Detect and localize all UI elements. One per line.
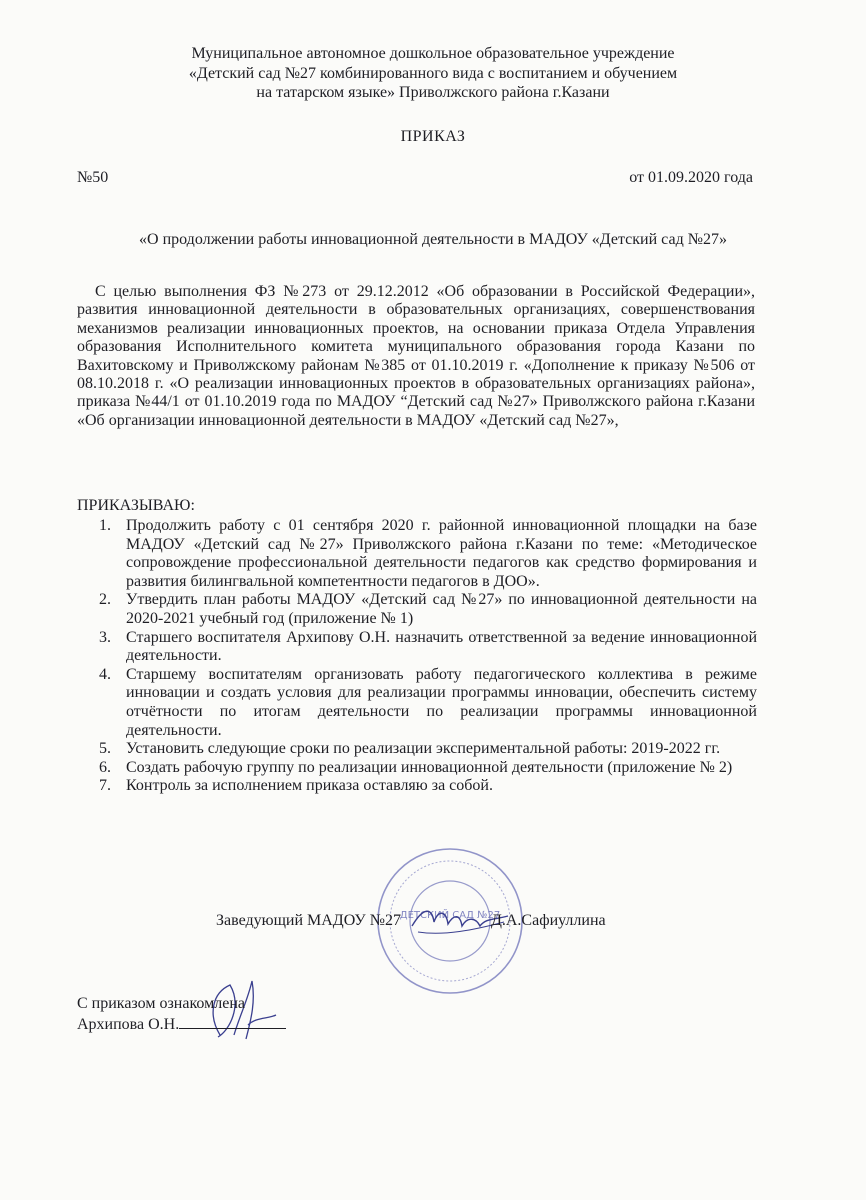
item-text: Старшего воспитателя Архипову О.Н. назначить ответственной за ведение инновационной деятельности. xyxy=(126,628,757,665)
prikazyvayu-heading: ПРИКАЗЫВАЮ: xyxy=(77,497,195,514)
list-item xyxy=(77,629,757,666)
list-item xyxy=(77,759,757,778)
item-number: 5. xyxy=(99,740,111,758)
list-item xyxy=(77,517,757,591)
acknowledgment-line-1: С приказом ознакомлена xyxy=(77,995,245,1012)
order-subject: «О продолжении работы инновационной деятельности в МАДОУ «Детский сад №27» xyxy=(139,231,727,248)
acknowledgment-name: Архипова О.Н. xyxy=(77,1015,180,1033)
item-number: 6. xyxy=(99,758,111,776)
document-title: ПРИКАЗ xyxy=(400,128,466,145)
item-number: 2. xyxy=(99,591,111,609)
item-text: Продолжить работу с 01 сентября 2020 г. районной инновационной площадки на базе МАДОУ «Детский сад №27» Приволжского района г.Казани по теме: «Методическое сопровождение профессиональной деятельности педагогов как средство формирования и развития билингвальной компетентности педагогов в ДОО». xyxy=(126,517,757,590)
item-text: Контроль за исполнением приказа оставляю за собой. xyxy=(126,777,493,795)
stamp-text: ДЕТСКИЙ САД №27 xyxy=(399,910,501,921)
organization-header xyxy=(0,44,866,103)
header-line-2: «Детский сад №27 комбинированного вида с воспитанием и обучением xyxy=(188,64,678,82)
signer-position: Заведующий МАДОУ №27 xyxy=(216,912,401,929)
item-text: Создать рабочую группу по реализации инновационной деятельности (приложение № 2) xyxy=(126,758,733,776)
item-text: Старшему воспитателям организовать работу педагогического коллектива в режиме инновации и создать условия для реализации программы инновации, обеспечить систему отчётности по итогам деятельности по реализации программы инновационной деятельности. xyxy=(126,665,757,739)
item-number: 1. xyxy=(99,517,111,534)
item-number: 3. xyxy=(99,628,111,646)
header-line-3: на татарском языке» Приволжского района г.Казани xyxy=(256,84,610,101)
item-number: 7. xyxy=(99,777,111,795)
order-number: №50 xyxy=(77,169,109,186)
header-line-1: Муниципальное автономное дошкольное образовательное учреждение xyxy=(191,45,675,62)
preamble-paragraph: С целью выполнения ФЗ №273 от 29.12.2012 «Об образовании в Российской Федерации», развития инновационной деятельности в образовательных организациях, совершенствования механизмов реализации инновационных проектов, на основании приказа Отдела Управления образования Исполнительного комитета муниципального образования города Казани по Вахитовскому и Приволжскому районам №385 от 01.10.2019 г. «Дополнение к приказу №506 от 08.10.2018 г. «О реализации инновационных проектов в образовательных организациях района», приказа №44/1 от 01.10.2019 года по МАДОУ “Детский сад №27» Приволжского района г.Казани «Об организации инновационной деятельности в МАДОУ «Детский сад №27», xyxy=(77,283,755,429)
list-item xyxy=(77,777,757,796)
signer-name: Д.А.Сафиуллина xyxy=(490,912,606,929)
item-number: 4. xyxy=(99,665,111,683)
signature-block xyxy=(216,912,606,930)
list-item xyxy=(77,666,757,740)
acknowledgment-block xyxy=(77,995,286,1034)
item-text: Утвердить план работы МАДОУ «Детский сад №27» по инновационной деятельности на 2020-2021 учебный год (приложение № 1) xyxy=(126,591,757,627)
list-item xyxy=(77,591,757,628)
list-item xyxy=(77,740,757,759)
item-text: Установить следующие сроки по реализации экспериментальной работы: 2019-2022 гг. xyxy=(126,740,721,758)
signature-line xyxy=(179,1014,286,1029)
order-items-list xyxy=(77,517,757,796)
order-date: от 01.09.2020 года xyxy=(629,169,753,186)
